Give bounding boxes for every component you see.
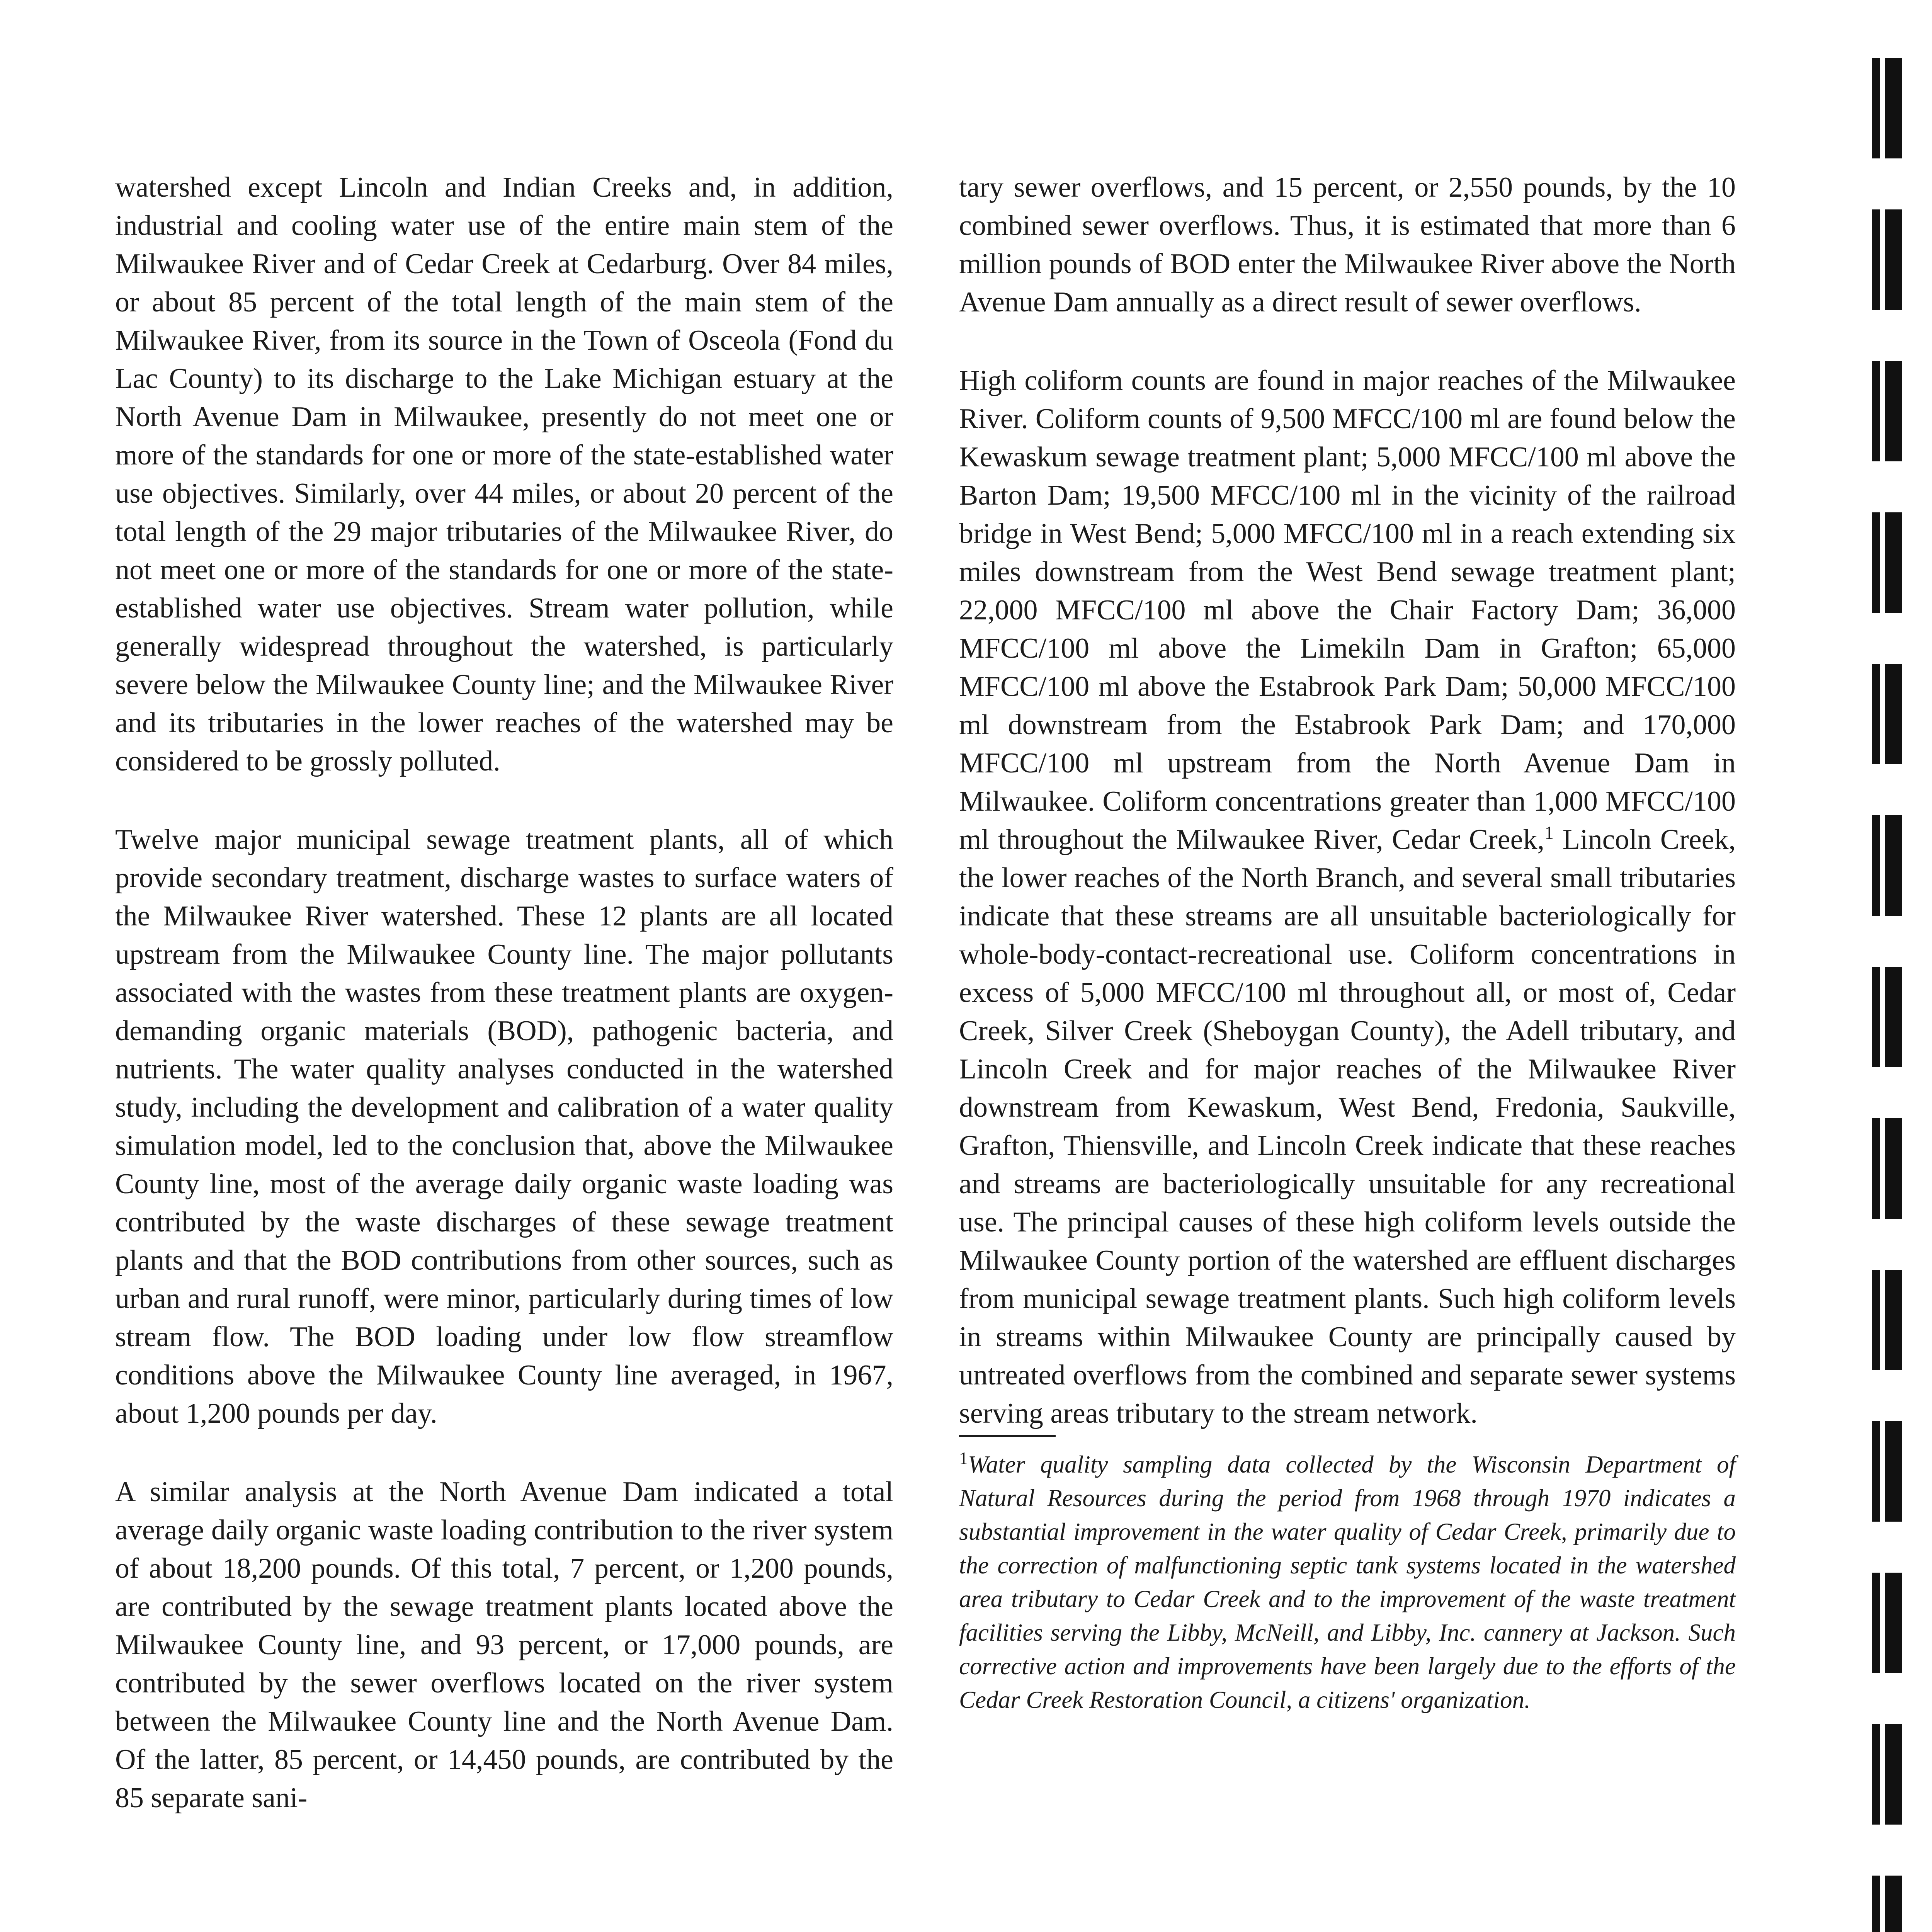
scan-edge-mark xyxy=(1869,1573,1903,1673)
scan-edge-mark xyxy=(1869,58,1903,158)
footnote-marker: 1 xyxy=(959,1448,968,1468)
footnote-reference: 1 xyxy=(1544,823,1554,843)
coliform-text-part-2: Lincoln Creek, the lower reaches of the North Branch, and several small tributaries indicate that these streams are all unsuitable bacteriologically for whole-body-contact-recreational use. Coliform concentrations in excess of 5,000 MFCC/100 ml throughout all, or most of, Cedar Creek, Silver Creek (Sheboygan County), the Adell tributary, and Lincoln Creek and for major reaches of the Milwaukee River downstream from Kewaskum, West Bend, Fredonia, Saukville, Grafton, Thiensville, and Lincoln Creek indicate that these reaches and streams are bacteriologically unsuitable for any recreational use. The principal causes of these high coliform levels outside the Milwaukee County portion of the watershed are effluent discharges from municipal sewage treatment plants. Such high coliform levels in streams within Milwaukee County are principally caused by untreated overflows from the combined and separate sewer systems serving areas tributary to the stream network. xyxy=(959,824,1736,1429)
scan-edge-mark xyxy=(1869,967,1903,1067)
paragraph-coliform-counts xyxy=(959,362,1736,1433)
scan-edge-mark xyxy=(1869,1421,1903,1522)
paragraph-watershed-standards: watershed except Lincoln and Indian Creeks and, in addition, industrial and cooling water use of the entire main stem of the Milwaukee River and of Cedar Creek at Cedarburg. Over 84 miles, or about 85 percent of the total length of the main stem of the Milwaukee River, from its source in the Town of Osceola (Fond du Lac County) to its discharge to the Lake Michigan estuary at the North Avenue Dam in Milwaukee, presently do not meet one or more of the standards for one or more of the state-established water use objectives. Similarly, over 44 miles, or about 20 percent of the total length of the 29 major tributaries of the Milwaukee River, do not meet one or more of the standards for one or more of the state-established water use objectives. Stream water pollution, while generally widespread throughout the watershed, is particularly severe below the Milwaukee County line; and the Milwaukee River and its tributaries in the lower reaches of the watershed may be considered to be grossly polluted. xyxy=(115,172,893,777)
paragraph-sewer-overflows: tary sewer overflows, and 15 percent, or 2,550 pounds, by the 10 combined sewer overflows. Thus, it is estimated that more than 6 million pounds of BOD enter the Milwaukee River above the North Avenue Dam annually as a direct result of sewer overflows. xyxy=(959,172,1736,318)
right-text-column xyxy=(959,168,1736,1757)
scan-edge-mark xyxy=(1869,1876,1903,1932)
scan-edge-mark xyxy=(1869,361,1903,461)
scan-edge-mark xyxy=(1869,664,1903,764)
scan-edge-mark xyxy=(1869,815,1903,916)
scan-edge-mark xyxy=(1869,209,1903,310)
scan-edge-mark xyxy=(1869,512,1903,613)
left-text-column xyxy=(115,168,893,1817)
scan-edge-marks xyxy=(1869,0,1911,1932)
paragraph-sewage-treatment-plants: Twelve major municipal sewage treatment plants, all of which provide secondary treatment, discharge wastes to surface waters of the Milwaukee River watershed. These 12 plants are all located upstream from the Milwaukee County line. The major pollutants associated with the wastes from these treatment plants are oxygen-demanding organic materials (BOD), pathogenic bacteria, and nutrients. The water quality analyses conducted in the watershed study, including the development and calibration of a water quality simulation model, led to the conclusion that, above the Milwaukee County line, most of the average daily organic waste loading was contributed by the waste discharges of these sewage treatment plants and that the BOD contributions from other sources, such as urban and rural runoff, were minor, particularly during times of low stream flow. The BOD loading under low flow streamflow conditions above the Milwaukee County line averaged, in 1967, about 1,200 pounds per day. xyxy=(115,824,893,1429)
coliform-text-part-1: High coliform counts are found in major reaches of the Milwaukee River. Coliform counts of 9,500 MFCC/100 ml are found below the Kewaskum sewage treatment plant; 5,000 MFCC/100 ml above the Barton Dam; 19,500 MFCC/100 ml in the vicinity of the railroad bridge in West Bend; 5,000 MFCC/100 ml in a reach extending six miles downstream from the West Bend sewage treatment plant; 22,000 MFCC/100 ml above the Chair Factory Dam; 36,000 MFCC/100 ml above the Limekiln Dam in Grafton; 65,000 MFCC/100 ml above the Estabrook Park Dam; 50,000 MFCC/100 ml downstream from the Estabrook Park Dam; and 170,000 MFCC/100 ml upstream from the North Avenue Dam in Milwaukee. Coliform concentrations greater than 1,000 MFCC/100 ml throughout the Milwaukee River, Cedar Creek, xyxy=(959,365,1736,855)
footnote-text: Water quality sampling data collected by the Wisconsin Department of Natural Resources during the period from 1968 through 1970 indicates a substantial improvement in the water quality of Cedar Creek, primarily due to the correction of malfunctioning septic tank systems located in the watershed area tributary to Cedar Creek and to the improvement of the waste treatment facilities serving the Libby, McNeill, and Libby, Inc. cannery at Jackson. Such corrective action and improvements have been largely due to the efforts of the Cedar Creek Restoration Council, a citizens' organization. xyxy=(959,1451,1736,1713)
scan-edge-mark xyxy=(1869,1270,1903,1370)
scan-edge-mark xyxy=(1869,1724,1903,1825)
paragraph-north-avenue-dam-analysis: A similar analysis at the North Avenue Dam indicated a total average daily organic waste loading contribution to the river system of about 18,200 pounds. Of this total, 7 percent, or 1,200 pounds, are contributed by the sewage treatment plants located above the Milwaukee County line, and 93 percent, or 17,000 pounds, are contributed by the sewer overflows located on the river system between the Milwaukee County line and the North Avenue Dam. Of the latter, 85 percent, or 14,450 pounds, are contributed by the 85 separate sani- xyxy=(115,1476,893,1814)
footnote xyxy=(959,1448,1736,1717)
scan-edge-mark xyxy=(1869,1118,1903,1219)
footnote-divider xyxy=(959,1435,1056,1437)
